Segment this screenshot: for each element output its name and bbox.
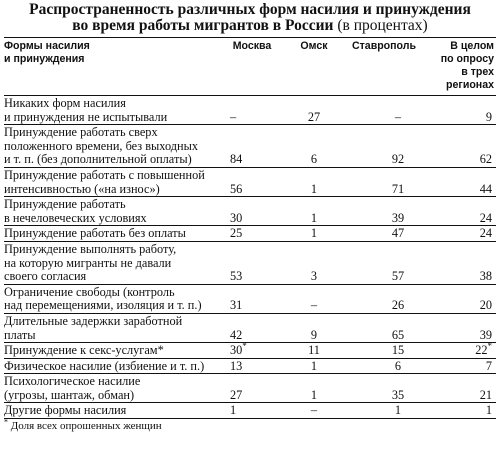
table-row <box>4 374 496 403</box>
cell-total-value: 21 <box>479 387 492 402</box>
table-row <box>4 284 496 313</box>
cell-total <box>428 125 496 168</box>
cell-moscow-value: 30 <box>230 343 243 358</box>
header-omsk: Омск <box>288 38 340 96</box>
table-row <box>4 125 496 168</box>
cell-omsk <box>288 343 340 359</box>
cell-stavropol <box>340 167 428 196</box>
cell-omsk-value: – <box>310 298 318 313</box>
cell-moscow-value: 25 <box>230 226 243 241</box>
cell-total <box>428 374 496 403</box>
cell-moscow-value: 27 <box>230 387 243 402</box>
cell-moscow-value: – <box>230 109 237 124</box>
row-label-value: Принуждение работать с повышенной интенсивностью («на износ») <box>4 167 205 196</box>
row-label-value: Ограничение свободы (контроль над перемещениями, изоляция и т. п.) <box>4 284 202 313</box>
cell-moscow-value: 31 <box>230 298 243 313</box>
header-total <box>428 38 496 96</box>
cell-stavropol <box>340 96 428 125</box>
row-label <box>4 358 216 374</box>
cell-total-value: 39 <box>479 327 492 342</box>
table-title <box>4 2 496 34</box>
row-label <box>4 343 216 359</box>
data-table <box>4 38 496 419</box>
cell-total <box>428 284 496 313</box>
table-row <box>4 241 496 284</box>
cell-stavropol-value: – <box>394 109 402 124</box>
row-label <box>4 403 216 419</box>
cell-moscow-value: 1 <box>230 403 237 418</box>
table-row <box>4 226 496 242</box>
header-total-text: В целом по опросу в трех регионах <box>440 40 494 91</box>
cell-omsk <box>288 125 340 168</box>
row-label-value: Принуждение к секс-услугам* <box>4 343 164 358</box>
table-body <box>4 96 496 419</box>
cell-moscow <box>216 284 288 313</box>
row-label-value: Другие формы насилия <box>4 403 127 418</box>
cell-stavropol-value: 47 <box>391 226 405 241</box>
row-label <box>4 313 216 342</box>
cell-moscow <box>216 313 288 342</box>
cell-total-value: 38 <box>479 269 492 284</box>
cell-omsk <box>288 313 340 342</box>
cell-total-value: 1 <box>485 403 492 418</box>
row-label-value: Принуждение работать в нечеловеческих условиях <box>4 197 147 225</box>
table-row <box>4 96 496 125</box>
table-row <box>4 403 496 419</box>
cell-omsk-value: 1 <box>310 181 318 196</box>
cell-moscow <box>216 343 288 359</box>
cell-moscow <box>216 226 288 242</box>
cell-total-value: 22 <box>475 343 488 358</box>
footnote <box>4 417 496 433</box>
cell-stavropol <box>340 226 428 242</box>
cell-moscow-value: 30 <box>230 210 243 225</box>
row-label-value: Принуждение работать без оплаты <box>4 226 186 241</box>
row-label <box>4 284 216 313</box>
table-row <box>4 358 496 374</box>
cell-stavropol <box>340 343 428 359</box>
cell-omsk-value: 1 <box>310 387 318 402</box>
cell-total <box>428 96 496 125</box>
cell-total-footnote-mark: * <box>487 341 492 351</box>
row-label-value: Психологическое насилие (угрозы, шантаж, обман) <box>4 374 141 402</box>
cell-stavropol-value: 57 <box>391 269 405 284</box>
cell-total-value: 62 <box>479 152 492 167</box>
cell-omsk-value: 1 <box>310 358 318 373</box>
cell-moscow-value: 42 <box>230 327 243 342</box>
cell-omsk-value: – <box>310 403 318 418</box>
cell-moscow <box>216 374 288 403</box>
table-row <box>4 313 496 342</box>
header-stavropol: Ставрополь <box>340 38 428 96</box>
cell-omsk-value: 6 <box>310 152 318 167</box>
header-row <box>4 38 496 96</box>
cell-moscow <box>216 403 288 419</box>
cell-stavropol <box>340 313 428 342</box>
cell-stavropol-value: 26 <box>391 298 405 313</box>
title-line-2-normal: (в процентах) <box>333 17 428 34</box>
row-label <box>4 374 216 403</box>
cell-stavropol-value: 1 <box>394 403 402 418</box>
title-line-1: Распространенность различных форм насилия и принуждения <box>29 1 471 18</box>
header-moscow: Москва <box>216 38 288 96</box>
row-label-value: Принуждение работать сверх положенного времени, без выходных и т. п. (без дополнительной оплаты) <box>4 125 198 167</box>
cell-total <box>428 358 496 374</box>
cell-total-value: 24 <box>479 210 492 225</box>
cell-omsk <box>288 226 340 242</box>
title-line-2-bold: во время работы мигрантов в России <box>72 17 334 34</box>
cell-total <box>428 313 496 342</box>
title-line-2 <box>4 18 496 34</box>
cell-omsk-value: 3 <box>310 269 318 284</box>
cell-omsk <box>288 241 340 284</box>
footnote-mark: * <box>4 417 8 427</box>
cell-stavropol-value: 92 <box>391 152 405 167</box>
cell-stavropol-value: 65 <box>391 327 405 342</box>
cell-total <box>428 343 496 359</box>
table-row <box>4 167 496 196</box>
cell-stavropol-value: 39 <box>391 210 405 225</box>
cell-total-value: 44 <box>479 181 492 196</box>
cell-moscow <box>216 125 288 168</box>
cell-stavropol <box>340 197 428 226</box>
cell-stavropol <box>340 358 428 374</box>
cell-omsk <box>288 358 340 374</box>
header-label <box>4 38 216 96</box>
cell-total <box>428 241 496 284</box>
cell-moscow-value: 13 <box>230 358 243 373</box>
cell-moscow <box>216 241 288 284</box>
cell-omsk-value: 27 <box>307 109 321 124</box>
cell-omsk <box>288 96 340 125</box>
cell-omsk <box>288 403 340 419</box>
table-row <box>4 343 496 359</box>
cell-moscow-value: 56 <box>230 181 243 196</box>
row-label <box>4 241 216 284</box>
cell-omsk-value: 11 <box>308 343 320 358</box>
cell-omsk <box>288 197 340 226</box>
cell-moscow <box>216 96 288 125</box>
footnote-text: Доля всех опрошенных женщин <box>8 420 162 433</box>
row-label-value: Принуждение выполнять работу, на которую мигранты не давали своего согласия <box>4 241 177 284</box>
cell-moscow <box>216 197 288 226</box>
row-label-value: Никаких форм насилия и принуждения не испытывали <box>4 96 168 124</box>
table-row <box>4 197 496 226</box>
cell-stavropol <box>340 374 428 403</box>
cell-total <box>428 403 496 419</box>
cell-omsk-value: 1 <box>310 226 318 241</box>
cell-moscow-value: 53 <box>230 269 243 284</box>
cell-stavropol <box>340 241 428 284</box>
cell-total-value: 9 <box>485 109 492 124</box>
cell-moscow-value: 84 <box>230 152 243 167</box>
cell-omsk <box>288 167 340 196</box>
row-label <box>4 197 216 226</box>
cell-total-value: 20 <box>479 298 492 313</box>
cell-stavropol-value: 35 <box>391 387 405 402</box>
cell-stavropol <box>340 284 428 313</box>
cell-moscow <box>216 167 288 196</box>
cell-total-value: 24 <box>479 226 492 241</box>
cell-omsk <box>288 284 340 313</box>
cell-omsk-value: 1 <box>310 210 318 225</box>
row-label <box>4 125 216 168</box>
cell-omsk <box>288 374 340 403</box>
cell-total <box>428 226 496 242</box>
cell-stavropol-value: 15 <box>391 343 405 358</box>
cell-moscow <box>216 358 288 374</box>
cell-total <box>428 197 496 226</box>
cell-omsk-value: 9 <box>310 327 318 342</box>
row-label-value: Длительные задержки заработной платы <box>4 313 183 342</box>
header-label-text: Формы насилия и принуждения <box>4 40 90 65</box>
cell-stavropol <box>340 125 428 168</box>
cell-stavropol-value: 6 <box>394 358 402 373</box>
cell-total <box>428 167 496 196</box>
row-label <box>4 226 216 242</box>
row-label-value: Физическое насилие (избиение и т. п.) <box>4 358 205 373</box>
row-label <box>4 167 216 196</box>
cell-total-value: 7 <box>485 358 492 373</box>
cell-stavropol <box>340 403 428 419</box>
cell-stavropol-value: 71 <box>391 181 405 196</box>
row-label <box>4 96 216 125</box>
cell-moscow-footnote-mark: * <box>242 341 247 351</box>
